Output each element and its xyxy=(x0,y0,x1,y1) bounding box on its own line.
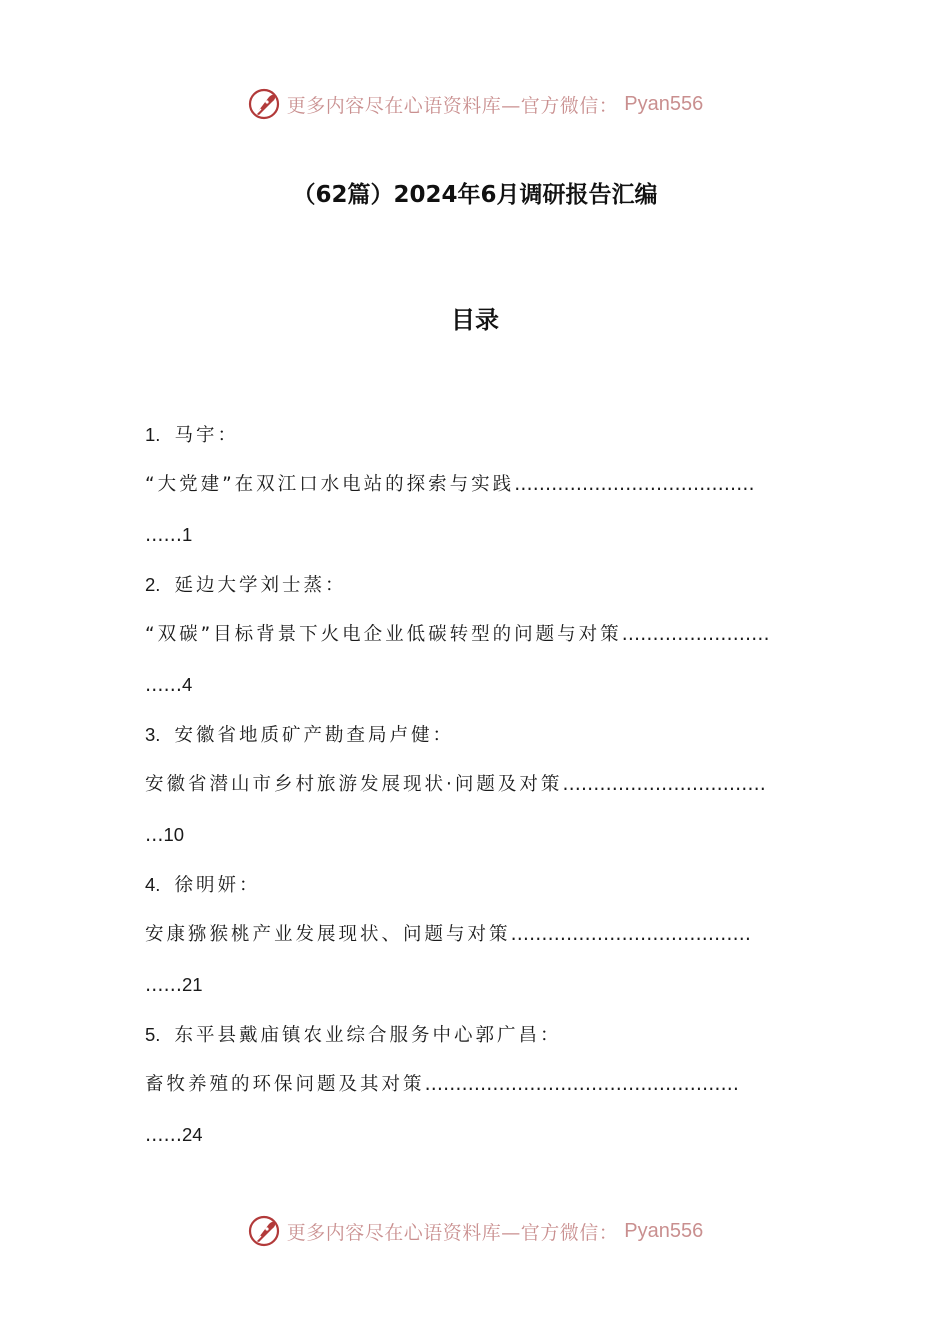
toc-leader-dots: ………………………………… xyxy=(510,924,752,945)
toc-item-title: 安徽省潜山市乡村旅游发展现状·问题及对策 xyxy=(145,774,563,795)
toc-item-author-name: 安徽省地质矿产勘查局卢健： xyxy=(174,725,454,746)
toc-item-title: “双碳”目标背景下火电企业低碳转型的问题与对策 xyxy=(145,624,622,645)
quill-pen-icon xyxy=(247,1214,281,1248)
toc-item-entry[interactable] xyxy=(145,916,807,966)
watermark-wechat-id: Pyan556 xyxy=(624,1219,704,1242)
toc-item-author-name: 延边大学刘士蒸： xyxy=(174,575,347,596)
toc-item-author[interactable] xyxy=(145,716,807,766)
document-title: （62篇）2024年6月调研报告汇编 xyxy=(292,182,658,208)
toc-item-title: 畜牧养殖的环保问题及其对策 xyxy=(145,1074,425,1095)
toc-page-number: 4 xyxy=(182,674,193,695)
toc-item-page-line[interactable] xyxy=(145,516,807,566)
toc-item-entry[interactable] xyxy=(145,616,807,666)
toc-leader-dots: …… xyxy=(145,675,182,696)
toc-leader-dots: …………………………………………… xyxy=(424,1074,740,1095)
toc-item-page-line[interactable] xyxy=(145,666,807,716)
toc-leader-dots: …… xyxy=(145,1125,182,1146)
watermark-text: 更多内容尽在心语资料库—官方微信： xyxy=(286,94,619,117)
toc-item-number: 1. xyxy=(145,424,161,445)
toc-item-number: 4. xyxy=(145,874,161,895)
toc-leader-dots: …………………… xyxy=(621,624,770,645)
quill-pen-icon xyxy=(247,87,281,121)
footer-watermark xyxy=(0,1211,950,1251)
toc-item-author-name: 东平县戴庙镇农业综合服务中心郭广昌： xyxy=(174,1025,562,1046)
toc-item-number: 5. xyxy=(145,1024,161,1045)
toc-page-number: 10 xyxy=(163,824,185,845)
toc-page-number: 24 xyxy=(182,1124,203,1145)
toc-item-author[interactable] xyxy=(145,416,807,466)
toc-item-title: “大党建”在双江口水电站的探索与实践 xyxy=(145,474,515,495)
toc-item-entry[interactable] xyxy=(145,1066,807,1116)
toc-leader-dots: …… xyxy=(145,525,182,546)
toc-page-number: 21 xyxy=(182,974,203,995)
toc-leader-dots: ………………………………… xyxy=(514,474,755,495)
toc-item-number: 3. xyxy=(145,724,161,745)
toc-item-page-line[interactable] xyxy=(145,1116,807,1166)
toc-item-page-line[interactable] xyxy=(145,816,807,866)
toc-heading: 目录 xyxy=(451,306,499,334)
toc-item-author[interactable] xyxy=(145,566,807,616)
toc-item-entry[interactable] xyxy=(145,466,807,516)
toc-leader-dots: … xyxy=(145,825,164,846)
toc-page-number: 1 xyxy=(182,524,193,545)
header-watermark xyxy=(0,84,950,124)
table-of-contents xyxy=(145,416,807,1166)
toc-item-author-name: 徐明妍： xyxy=(174,875,261,896)
toc-leader-dots: …………………………… xyxy=(562,774,766,795)
toc-item-author[interactable] xyxy=(145,1016,807,1066)
toc-item-title: 安康猕猴桃产业发展现状、问题与对策 xyxy=(145,924,511,945)
toc-item-author[interactable] xyxy=(145,866,807,916)
toc-item-number: 2. xyxy=(145,574,161,595)
toc-item-author-name: 马宇： xyxy=(174,425,239,446)
watermark-wechat-id: Pyan556 xyxy=(624,92,704,115)
watermark-text: 更多内容尽在心语资料库—官方微信： xyxy=(286,1221,619,1244)
toc-leader-dots: …… xyxy=(145,975,182,996)
toc-item-entry[interactable] xyxy=(145,766,807,816)
toc-item-page-line[interactable] xyxy=(145,966,807,1016)
